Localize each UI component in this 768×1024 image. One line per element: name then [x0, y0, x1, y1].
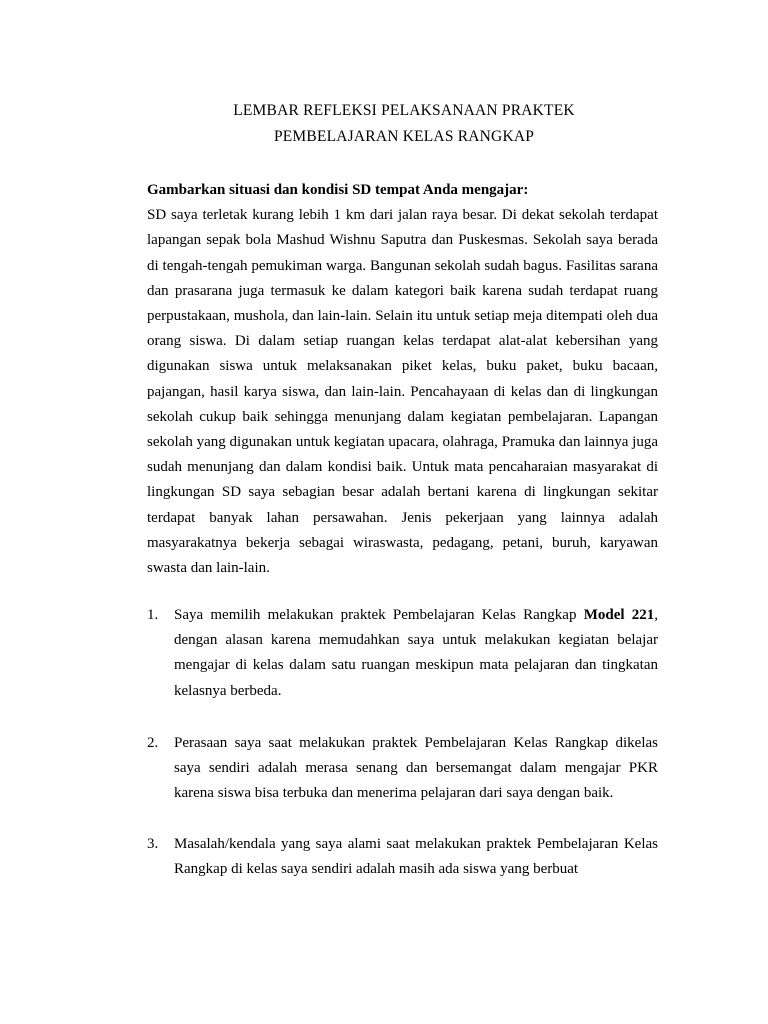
intro-paragraph: SD saya terletak kurang lebih 1 km dari jalan raya besar. Di dekat sekolah terdapat lapangan sepak bola Mashud Wishnu Saputra dan Puskesmas. Sekolah saya berada di tengah-tengah pemukiman warga. Bangunan sekolah sudah bagus. Fasilitas sarana dan prasarana juga termasuk ke dalam kategori baik karena sudah terdapat ruang perpustakaan, mushola, dan lain-lain. Selain itu untuk setiap meja ditempati oleh dua orang siswa. Di dalam setiap ruangan kelas terdapat alat-alat kebersihan yang digunakan siswa untuk melaksanakan piket kelas, buku paket, buku bacaan, pajangan, hasil karya siswa, dan lain-lain. Pencahayaan di kelas dan di lingkungan sekolah cukup baik sehingga menunjang dalam kegiatan pembelajaran. Lapangan sekolah yang digunakan untuk kegiatan upacara, olahraga, Pramuka dan lainnya juga sudah menunjang dan dalam kondisi baik. Untuk mata pencaharaian masyarakat di lingkungan SD saya sebagian besar adalah bertani karena di lingkungan sekitar terdapat banyak lahan persawahan. Jenis pekerjaan yang lainnya adalah masyarakatnya bekerja sebagai wiraswasta, pedagang, petani, buruh, karyawan swasta dan lain-lain. — [147, 207, 658, 577]
list-item-number: 1. — [147, 607, 159, 623]
intro-heading: Gambarkan situasi dan kondisi SD tempat Anda mengajar: — [147, 182, 529, 198]
document-title-line-1: LEMBAR REFLEKSI PELAKSANAAN PRAKTEK — [233, 102, 575, 119]
intro-section — [147, 178, 658, 581]
list-item — [147, 731, 658, 807]
model-name-emphasis: Model 221 — [583, 607, 655, 623]
list-item-text — [174, 603, 658, 704]
list-item — [147, 832, 658, 882]
list-item-text: Perasaan saya saat melakukan praktek Pembelajaran Kelas Rangkap dikelas saya sendiri adalah merasa senang dan bersemangat dalam mengajar PKR karena siswa bisa terbuka dan menerima pelajaran dari saya dengan baik. — [174, 735, 658, 802]
list-item-text-end: , dengan alasan karena memudahkan saya untuk melakukan kegiatan belajar mengajar di kelas dalam satu ruangan meskipun mata pelajaran dan tingkatan kelasnya berbeda. — [174, 607, 658, 699]
list-item-text-start: Saya memilih melakukan praktek Pembelajaran Kelas Rangkap — [174, 607, 584, 623]
list-item — [147, 603, 658, 704]
list-item-number: 2. — [147, 735, 159, 751]
document-title-line-2: PEMBELAJARAN KELAS RANGKAP — [273, 128, 535, 145]
list-item-number: 3. — [147, 836, 159, 852]
list-item-text: Masalah/kendala yang saya alami saat melakukan praktek Pembelajaran Kelas Rangkap di kelas saya sendiri adalah masih ada siswa yang berbuat — [174, 836, 658, 878]
